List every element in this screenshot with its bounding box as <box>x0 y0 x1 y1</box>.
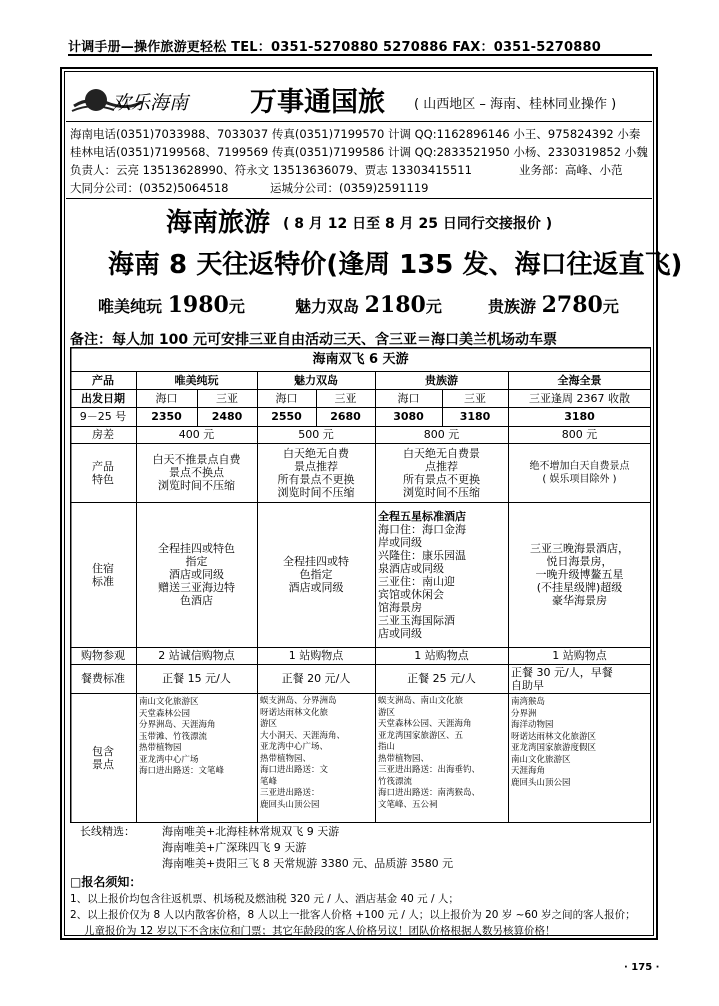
price-cell: 2480 <box>211 410 243 423</box>
brand-name: 万事通国旅 <box>250 87 385 118</box>
price-item: 贵族游 2780元 <box>488 292 619 318</box>
contact-managers: 负责人：云亮 13513628990、符永文 13513636079、贾志 13303415511 <box>70 163 472 177</box>
price-table <box>70 347 651 823</box>
col-header: 唯美纯玩 <box>174 373 219 387</box>
page-subtitle: ( 8 月 12 日至 8 月 25 日同行交接报价 ) <box>283 216 553 232</box>
col-header: 全海全景 <box>557 373 602 387</box>
table-cell: 800 元 <box>561 428 598 441</box>
special-offer: 海南 8 天往返特价(逢周 135 发、海口往返直飞) <box>108 250 683 280</box>
table-cell: 海口 <box>155 391 178 405</box>
col-header: 产品 <box>92 373 114 387</box>
table-cell: 白天绝无自费景 点推荐 所有景点不更换 浏览时间不压缩 <box>403 446 480 499</box>
header-bar: 计调手册—操作旅游更轻松 TEL：0351-5270880 5270886 FAX：0351-5270880 <box>68 40 601 55</box>
table-cell: 1 站购物点 <box>414 649 469 662</box>
table-cell: 全程挂四或特色 指定 酒店或同级 赠送三亚海边特 色酒店 <box>158 542 235 607</box>
note: 备注：每人加 100 元可安排三亚自由活动三天、含三亚＝海口美兰机场动车票 <box>70 332 557 348</box>
table-cell: 蜈支洲岛、分界洲岛 呀诺达雨林文化旅 游区 大小洞天、天涯海角、 亚龙湾中心广场、 热带植物园、 海口进出路送：文 笔峰 三亚进出路送： 鹿回头山顶公园 <box>260 696 346 810</box>
row-label: 产品特色 <box>92 459 114 486</box>
table-cell: 400 元 <box>178 428 215 441</box>
table-cell: 全程五星标准酒店 海口住：海口金海 岸或同级 兴隆住：康乐园温 泉酒店或同级 三亚住：南山迎 宾馆或休闲会 馆海景房 三亚玉海国际酒 店或同级 <box>378 509 466 640</box>
price-cell: 3080 <box>393 410 424 423</box>
route-item: 海南唯美+贵阳三飞 8 天常规游 3380 元、品质游 3580 元 <box>162 857 454 870</box>
table-cell: 三亚 <box>334 391 357 405</box>
table-cell: 绝不增加白天自费景点 ( 娱乐项目除外 ) <box>529 460 630 485</box>
table-cell: 三亚 <box>464 391 486 405</box>
route-item: 海南唯美+北海桂林常规双飞 9 天游 <box>162 825 340 838</box>
price-cell: 3180 <box>564 410 595 423</box>
divider <box>66 198 652 199</box>
row-label: 购物参观 <box>81 649 125 662</box>
col-header: 魅力双岛 <box>294 373 338 387</box>
brand-subtitle: ( 山西地区 – 海南、桂林同业操作 ) <box>414 97 617 112</box>
table-cell: 白天绝无自费 景点推荐 所有景点不更换 浏览时间不压缩 <box>277 446 355 499</box>
contact-datong: 大同分公司：(0352)5064518 <box>70 181 229 195</box>
price-cell: 2350 <box>151 410 182 423</box>
row-label: 住宿标准 <box>92 561 114 588</box>
price-cell: 2550 <box>271 410 302 423</box>
table-cell: 南湾猴岛 分界洲 海洋动物园 呀诺达雨林文化旅游区 亚龙湾国家旅游度假区 南山文化旅游区 天涯海角 鹿回头山顶公园 <box>511 697 597 788</box>
table-cell: 海口 <box>275 391 298 405</box>
price-item: 唯美纯玩 1980元 <box>98 292 245 318</box>
contact-guilin: 桂林电话(0351)7199568、7199569 传真(0351)7199586 计调 QQ:2833521950 小杨、2330319852 小魏 <box>70 145 648 159</box>
divider <box>66 121 652 122</box>
table-cell: 正餐 20 元/人 <box>281 672 351 685</box>
table-caption: 海南双飞 6 天游 <box>312 351 409 367</box>
contact-yuncheng: 运城分公司：(0359)2591119 <box>270 181 429 195</box>
registration-item: 2、以上报价仅为 8 人以内散客价格，8 人以上一批客人价格 +100 元 / 人；以上报价为 20 岁 ~60 岁之间的客人报价； <box>70 909 636 921</box>
table-cell: 正餐 25 元/人 <box>407 672 476 685</box>
row-label: 9－25 号 <box>79 410 127 423</box>
table-cell: 2 站诚信购物点 <box>158 649 235 662</box>
table-cell: 蜈支洲岛、南山文化旅 游区 天堂森林公园、天涯海角 亚龙湾国家旅游区、五 指山 热带植物园、 三亚进出路送：出海垂钓、 竹筏漂流 海口进出路送：南湾猴岛、 文笔峰、五公祠 <box>378 696 481 810</box>
registration-item: 儿童报价为 12 岁以下不含床位和门票；其它年龄段的客人价格另议！团队价格根据人数另核算价格！ <box>84 925 556 937</box>
table-cell: 南山文化旅游区 天堂森林公园 分界洲岛、天涯海角 玉带滩、竹筏漂流 热带植物园 亚龙湾中心广场 海口进出路送：文笔峰 <box>139 697 225 776</box>
registration-title: □报名须知： <box>70 875 142 889</box>
registration-item: 1、以上报价均包含往返机票、机场税及燃油税 320 元 / 人、酒店基金 40 元 / 人； <box>70 893 459 905</box>
table-cell: 正餐 30 元/人，早餐 自助早 <box>511 665 613 692</box>
table-cell: 500 元 <box>298 428 334 441</box>
row-label: 房差 <box>92 428 114 441</box>
price-cell: 2680 <box>330 410 361 423</box>
table-cell: 1 站购物点 <box>552 649 607 662</box>
table-cell: 白天不推景点自费 景点不换点 浏览时间不压缩 <box>152 453 241 492</box>
header-underline <box>68 54 652 56</box>
table-cell: 正餐 15 元/人 <box>162 672 231 685</box>
table-cell: 三亚 <box>216 391 238 405</box>
table-cell: 全程挂四或特 色指定 酒店或同级 <box>283 555 349 594</box>
routes-label: 长线精选： <box>80 825 135 838</box>
table-cell: 海口 <box>397 391 420 405</box>
page-title: 海南旅游 <box>166 208 271 238</box>
row-label: 包含景点 <box>92 745 114 771</box>
row-label: 出发日期 <box>81 391 125 405</box>
route-item: 海南唯美+广深珠四飞 9 天游 <box>162 841 307 854</box>
price-item: 魅力双岛 2180元 <box>295 292 442 318</box>
logo <box>70 80 240 120</box>
price-cell: 3180 <box>459 410 491 423</box>
contact-hainan: 海南电话(0351)7033988、7033037 传真(0351)7199570 计调 QQ:1162896146 小王、975824392 小秦 <box>70 127 641 141</box>
logo-text: 欢乐海南 <box>112 92 189 114</box>
table-cell: 800 元 <box>423 428 460 441</box>
contact-sales: 业务部：高峰、小范 <box>519 163 623 177</box>
table-cell: 三亚逢周 2367 收散 <box>529 391 630 405</box>
col-header: 贵族游 <box>425 373 458 387</box>
page-number: · 175 · <box>624 962 660 973</box>
row-label: 餐费标准 <box>81 672 125 685</box>
table-cell: 三亚三晚海景酒店， 悦日海景房， 一晚升级博鳌五星 (不挂星级牌)超级 豪华海景房 <box>530 542 629 607</box>
table-cell: 1 站购物点 <box>288 649 344 662</box>
